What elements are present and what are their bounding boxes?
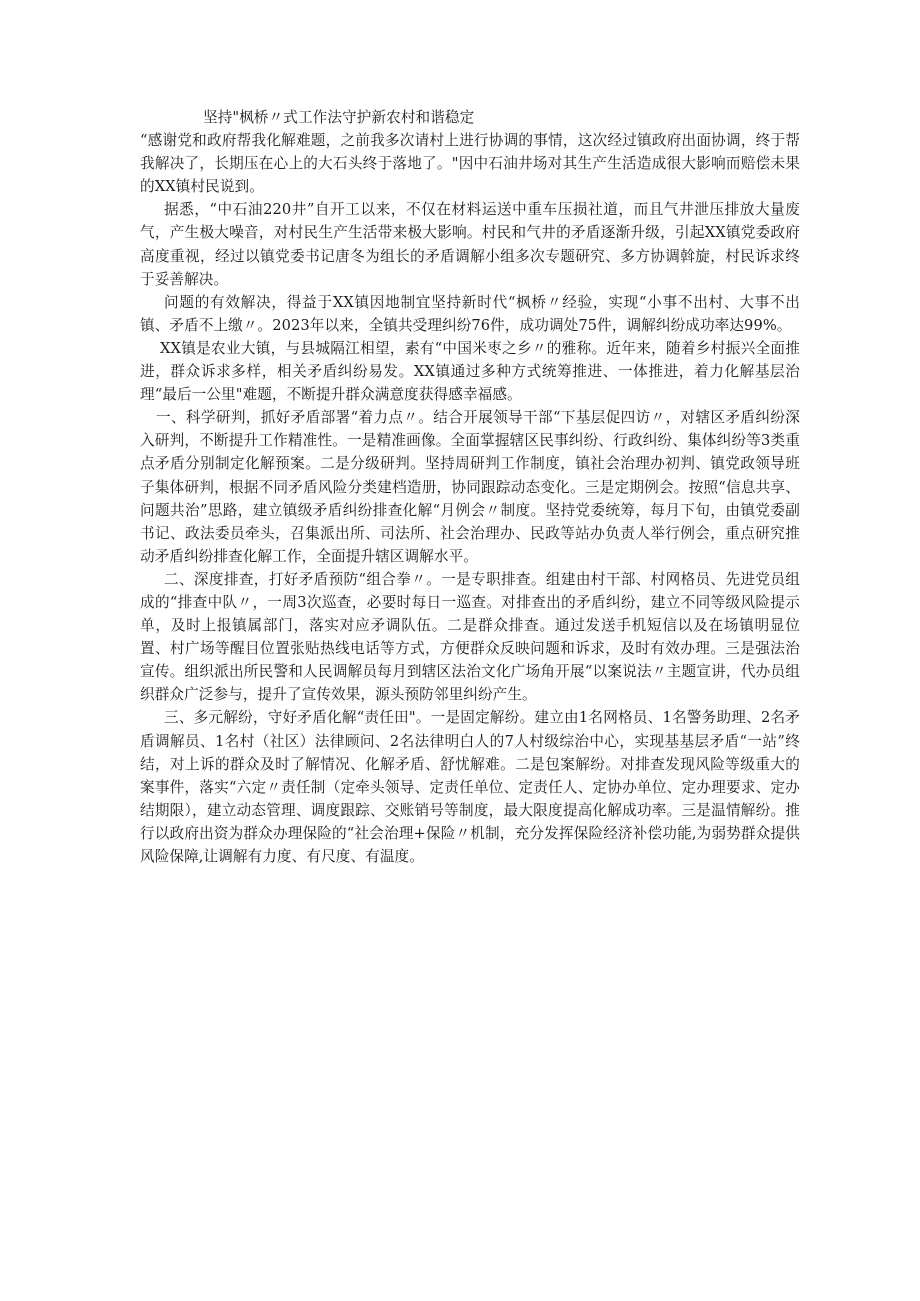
paragraph-background: 据悉，“中石油220井”自开工以来，不仅在材料运送中重车压损社道，而且气井泄压排放大量废气，产生极大噪音，对村民生产生活带来极大影响。村民和气井的矛盾逐渐升级，引起XX镇党委政府高度重视，经过以镇党委书记唐冬为组长的矛盾调解小组多次专题研究、多方协调斡旋，村民诉求终于妥善解决。 bbox=[140, 201, 800, 288]
paragraph-section-one: 一、科学研判，抓好矛盾部署“着力点〃。结合开展领导干部“下基层促四访〃，对辖区矛盾纠纷深入研判，不断提升工作精准性。一是精准画像。全面掌握辖区民事纠纷、行政纠纷、集体纠纷等3类重点矛盾分别制定化解预案。二是分级研判。坚持周研判工作制度，镇社会治理办初判、镇党政领导班子集体研判，根据不同矛盾风险分类建档造册，协同跟踪动态变化。三是定期例会。按照“信息共享、问题共治”思路，建立镇级矛盾纠纷排查化解“月例会〃制度。坚持党委统筹，每月下旬，由镇党委副书记、政法委员牵头，召集派出所、司法所、社会治理办、民政等站办负责人举行例会，重点研究推动矛盾纠纷排查化解工作，全面提升辖区调解水平。 bbox=[140, 409, 800, 565]
paragraph-quote: “感谢党和政府帮我化解难题，之前我多次请村上进行协调的事情，这次经过镇政府出面协调，终于帮我解决了，长期压在心上的大石头终于落地了。"因中石油井场对其生产生活造成很大影响而赔偿未果的XX镇村民说到。 bbox=[140, 132, 800, 196]
paragraph-town-intro: XX镇是农业大镇，与县城隔江相望，素有“中国米枣之乡〃的雅称。近年来，随着乡村振兴全面推进，群众诉求多样，相关矛盾纠纷易发。XX镇通过多种方式统筹推进、一体推进，着力化解基层治理“最后一公里"难题，不断提升群众满意度获得感幸福感。 bbox=[140, 339, 800, 404]
paragraph-section-two: 二、深度排查，打好矛盾预防“组合拳〃。一是专职排查。组建由村干部、村网格员、先进党员组成的“排查中队〃，一周3次巡查，必要时每日一巡查。对排查出的矛盾纠纷，建立不同等级风险提示单，及时上报镇属部门，落实对应矛调队伍。二是群众排查。通过发送手机短信以及在场镇明显位置、村广场等醒目位置张贴热线电话等方式，方便群众反映问题和诉求，及时有效办理。三是强法治宣传。组织派出所民警和人民调解员每月到辖区法治文化广场角开展“以案说法〃主题宣讲，代办员组织群众广泛参与，提升了宣传效果，源头预防邻里纠纷产生。 bbox=[140, 570, 800, 704]
paragraph-section-three: 三、多元解纷，守好矛盾化解“责任田"。一是固定解纷。建立由1名网格员、1名警务助理、2名矛盾调解员、1名村（社区）法律顾问、2名法律明白人的7人村级综治中心，实现基基层矛盾“一站”终结，对上诉的群众及时了解情况、化解矛盾、舒忧解难。二是包案解纷。对排查发现风险等级重大的案事件，落实“六定〃责任制（定牵头领导、定责任单位、定责任人、定协办单位、定办理要求、定办结期限），建立动态管理、调度跟踪、交账销号等制度，最大限度提高化解成功率。三是温情解纷。推行以政府出资为群众办理保险的“社会治理+保险〃机制，充分发挥保险经济补偿功能,为弱势群众提供风险保障,让调解有力度、有尺度、有温度。 bbox=[140, 709, 800, 865]
document-title: 坚持"枫桥〃式工作法守护新农村和谐稳定 bbox=[203, 109, 475, 126]
document-body bbox=[140, 106, 800, 868]
paragraph-resolution: 问题的有效解决，得益于XX镇因地制宜坚持新时代“枫桥〃经验，实现“小事不出村、大事不出镇、矛盾不上缴〃。2023年以来，全镇共受理纠纷76件，成功调处75件，调解纠纷成功率达99%。 bbox=[140, 293, 800, 334]
